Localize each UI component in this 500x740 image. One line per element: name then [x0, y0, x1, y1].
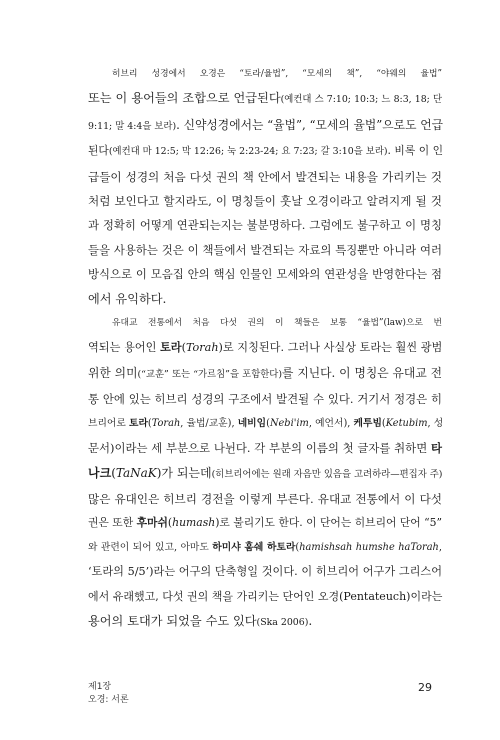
- text-run: , 율법/교훈),: [180, 417, 238, 429]
- text-run: (“교훈” 또는 “가르침”을 포함한다): [137, 368, 283, 380]
- text-run: .: [308, 613, 313, 628]
- text-run: ,: [438, 541, 442, 553]
- text-line: [88, 387, 442, 411]
- text-line: [88, 461, 442, 487]
- text-run: 나크: [88, 465, 112, 480]
- text-run: )로 불리기도 한다. 이 단어는 히브리어 단어 “5”: [215, 516, 443, 530]
- paragraph: [88, 62, 442, 311]
- text-run: humash: [172, 516, 216, 530]
- text-run: , 성: [427, 417, 444, 429]
- text-run: 와 관련이 되어 있고, 아마도: [88, 541, 213, 553]
- text-run: (예컨대 스 7:10; 10:3; 느 8:3, 18; 단: [280, 94, 443, 106]
- text-run: 위한 의미: [88, 365, 138, 380]
- text-run: 용어의 토대가 되었을 수도 있다: [88, 613, 257, 628]
- text-run: (: [147, 417, 152, 429]
- text-run: 문서)이라는 세 부분으로 나뉜다. 각 부분의 이름의 첫 글자를 취하면: [88, 441, 431, 456]
- text-run: 케투빔: [353, 417, 382, 429]
- text-line: [88, 412, 442, 436]
- text-run: 역되는 용어인: [88, 341, 160, 355]
- text-run: (: [295, 541, 300, 553]
- text-run: Torah: [151, 417, 181, 429]
- text-run: 통 안에 있는 히브리 성경의 구조에서 발견될 수 있다. 거기서 정경은 히: [88, 392, 442, 407]
- text-line: [88, 609, 442, 635]
- text-line: [88, 311, 442, 335]
- text-line: [88, 165, 442, 189]
- text-line: [88, 139, 442, 164]
- text-run: 9:11; 말 4:4을 보라): [88, 120, 177, 132]
- text-line: [88, 487, 442, 511]
- text-run: 네비임: [237, 417, 267, 429]
- text-line: [88, 238, 442, 262]
- text-run: 급들이 성경의 처음 다섯 권의 책 안에서 발견되는 내용을 가리키는 것: [88, 169, 442, 184]
- text-line: [88, 113, 442, 139]
- text-run: 유대교 전통에서 처음 다섯 권의 이 책들은 보통 “율법”(law)으로 번: [112, 318, 442, 329]
- text-run: 토라: [128, 417, 148, 429]
- text-run: ‘토라의 5/5’)라는 어구의 단축형일 것이다. 이 히브리어 어구가 그리스어: [88, 565, 443, 579]
- text-run: 방식으로 이 모음집 안의 핵심 인물인 모세와의 연관성을 반영한다는 점: [88, 267, 442, 282]
- running-footer: [88, 681, 129, 707]
- text-run: 처럼 보인다고 할지라도, 이 명칭들이 훗날 오경이라고 알려지게 될 것: [88, 194, 442, 209]
- text-run: , 예언서),: [308, 417, 354, 429]
- text-run: . 비록 이 인: [387, 144, 443, 158]
- paragraph: [88, 311, 442, 635]
- text-line: [88, 213, 442, 237]
- text-line: [88, 361, 442, 387]
- text-run: (: [381, 417, 386, 429]
- text-run: Nebi'im: [269, 417, 309, 429]
- text-run: 들을 사용하는 것은 이 책들에서 발견되는 자료의 특징뿐만 아니라 여러: [88, 242, 442, 257]
- text-run: )로 지칭된다. 그러나 사실상 토라는 훨씬 광범: [218, 341, 443, 355]
- text-line: [88, 62, 442, 86]
- text-line: [88, 287, 442, 311]
- text-line: [88, 511, 442, 535]
- text-run: TaNaK: [115, 465, 157, 480]
- body-text: [88, 62, 442, 635]
- text-run: 많은 유대인은 히브리 경전을 이렇게 부른다. 유대교 전통에서 이 다섯: [88, 491, 442, 506]
- text-run: 브리어로: [88, 417, 129, 429]
- text-run: . 신약성경에서는 “율법”, “모세의 율법”으로도 언급: [176, 117, 444, 132]
- text-run: 타: [430, 441, 442, 456]
- text-run: (히브리어에는 원래 자음만 있음을 고려하라—편집자 주): [211, 468, 443, 480]
- text-run: Torah: [185, 341, 219, 355]
- text-run: 를 지닌다. 이 명칭은 유대교 전: [282, 365, 443, 380]
- footer-chapter-title: 오경: 서론: [88, 695, 129, 705]
- text-run: 에서 유래했고, 다섯 권의 책을 가리키는 단어인 오경(Pentateuch)이라는: [88, 589, 443, 603]
- text-line: [88, 585, 442, 609]
- text-run: hamishsah humshe haTorah: [299, 541, 439, 553]
- text-line: [88, 536, 442, 560]
- text-run: Ketubim: [385, 417, 428, 429]
- text-run: 하미샤 훔쉐 하토라: [212, 541, 296, 553]
- text-run: 후마쉬: [136, 516, 168, 530]
- text-run: (: [167, 516, 173, 530]
- text-run: 과 정확히 어떻게 연관되는지는 불분명하다. 그럼에도 불구하고 이 명칭: [88, 218, 442, 233]
- text-line: [88, 262, 442, 286]
- text-line: [88, 189, 442, 213]
- text-line: [88, 335, 442, 360]
- text-run: (: [111, 465, 116, 480]
- text-run: (예컨대 마 12:5; 막 12:26; 눅 2:23-24; 요 7:23; 갈 3:10을 보라): [108, 146, 388, 158]
- text-run: 또는 이 용어들의 조합으로 언급된다: [88, 91, 281, 106]
- text-run: 히브리 성경에서 오경은 “토라/율법”, “모세의 책”, “야웨의 율법”: [112, 69, 442, 79]
- text-run: (Ska 2006): [256, 616, 309, 628]
- text-run: 된다: [88, 144, 109, 158]
- text-run: )가 되는데: [156, 465, 212, 480]
- text-run: 권은 또한: [88, 516, 137, 530]
- text-run: (: [266, 417, 270, 429]
- text-line: [88, 86, 442, 112]
- page-number: 29: [418, 681, 432, 694]
- text-line: [88, 560, 442, 584]
- text-run: 토라: [159, 340, 182, 355]
- footer-chapter: 제1장: [88, 682, 112, 692]
- text-line: [88, 436, 442, 460]
- text-run: (: [181, 341, 186, 355]
- text-run: 에서 유익하다.: [88, 291, 167, 306]
